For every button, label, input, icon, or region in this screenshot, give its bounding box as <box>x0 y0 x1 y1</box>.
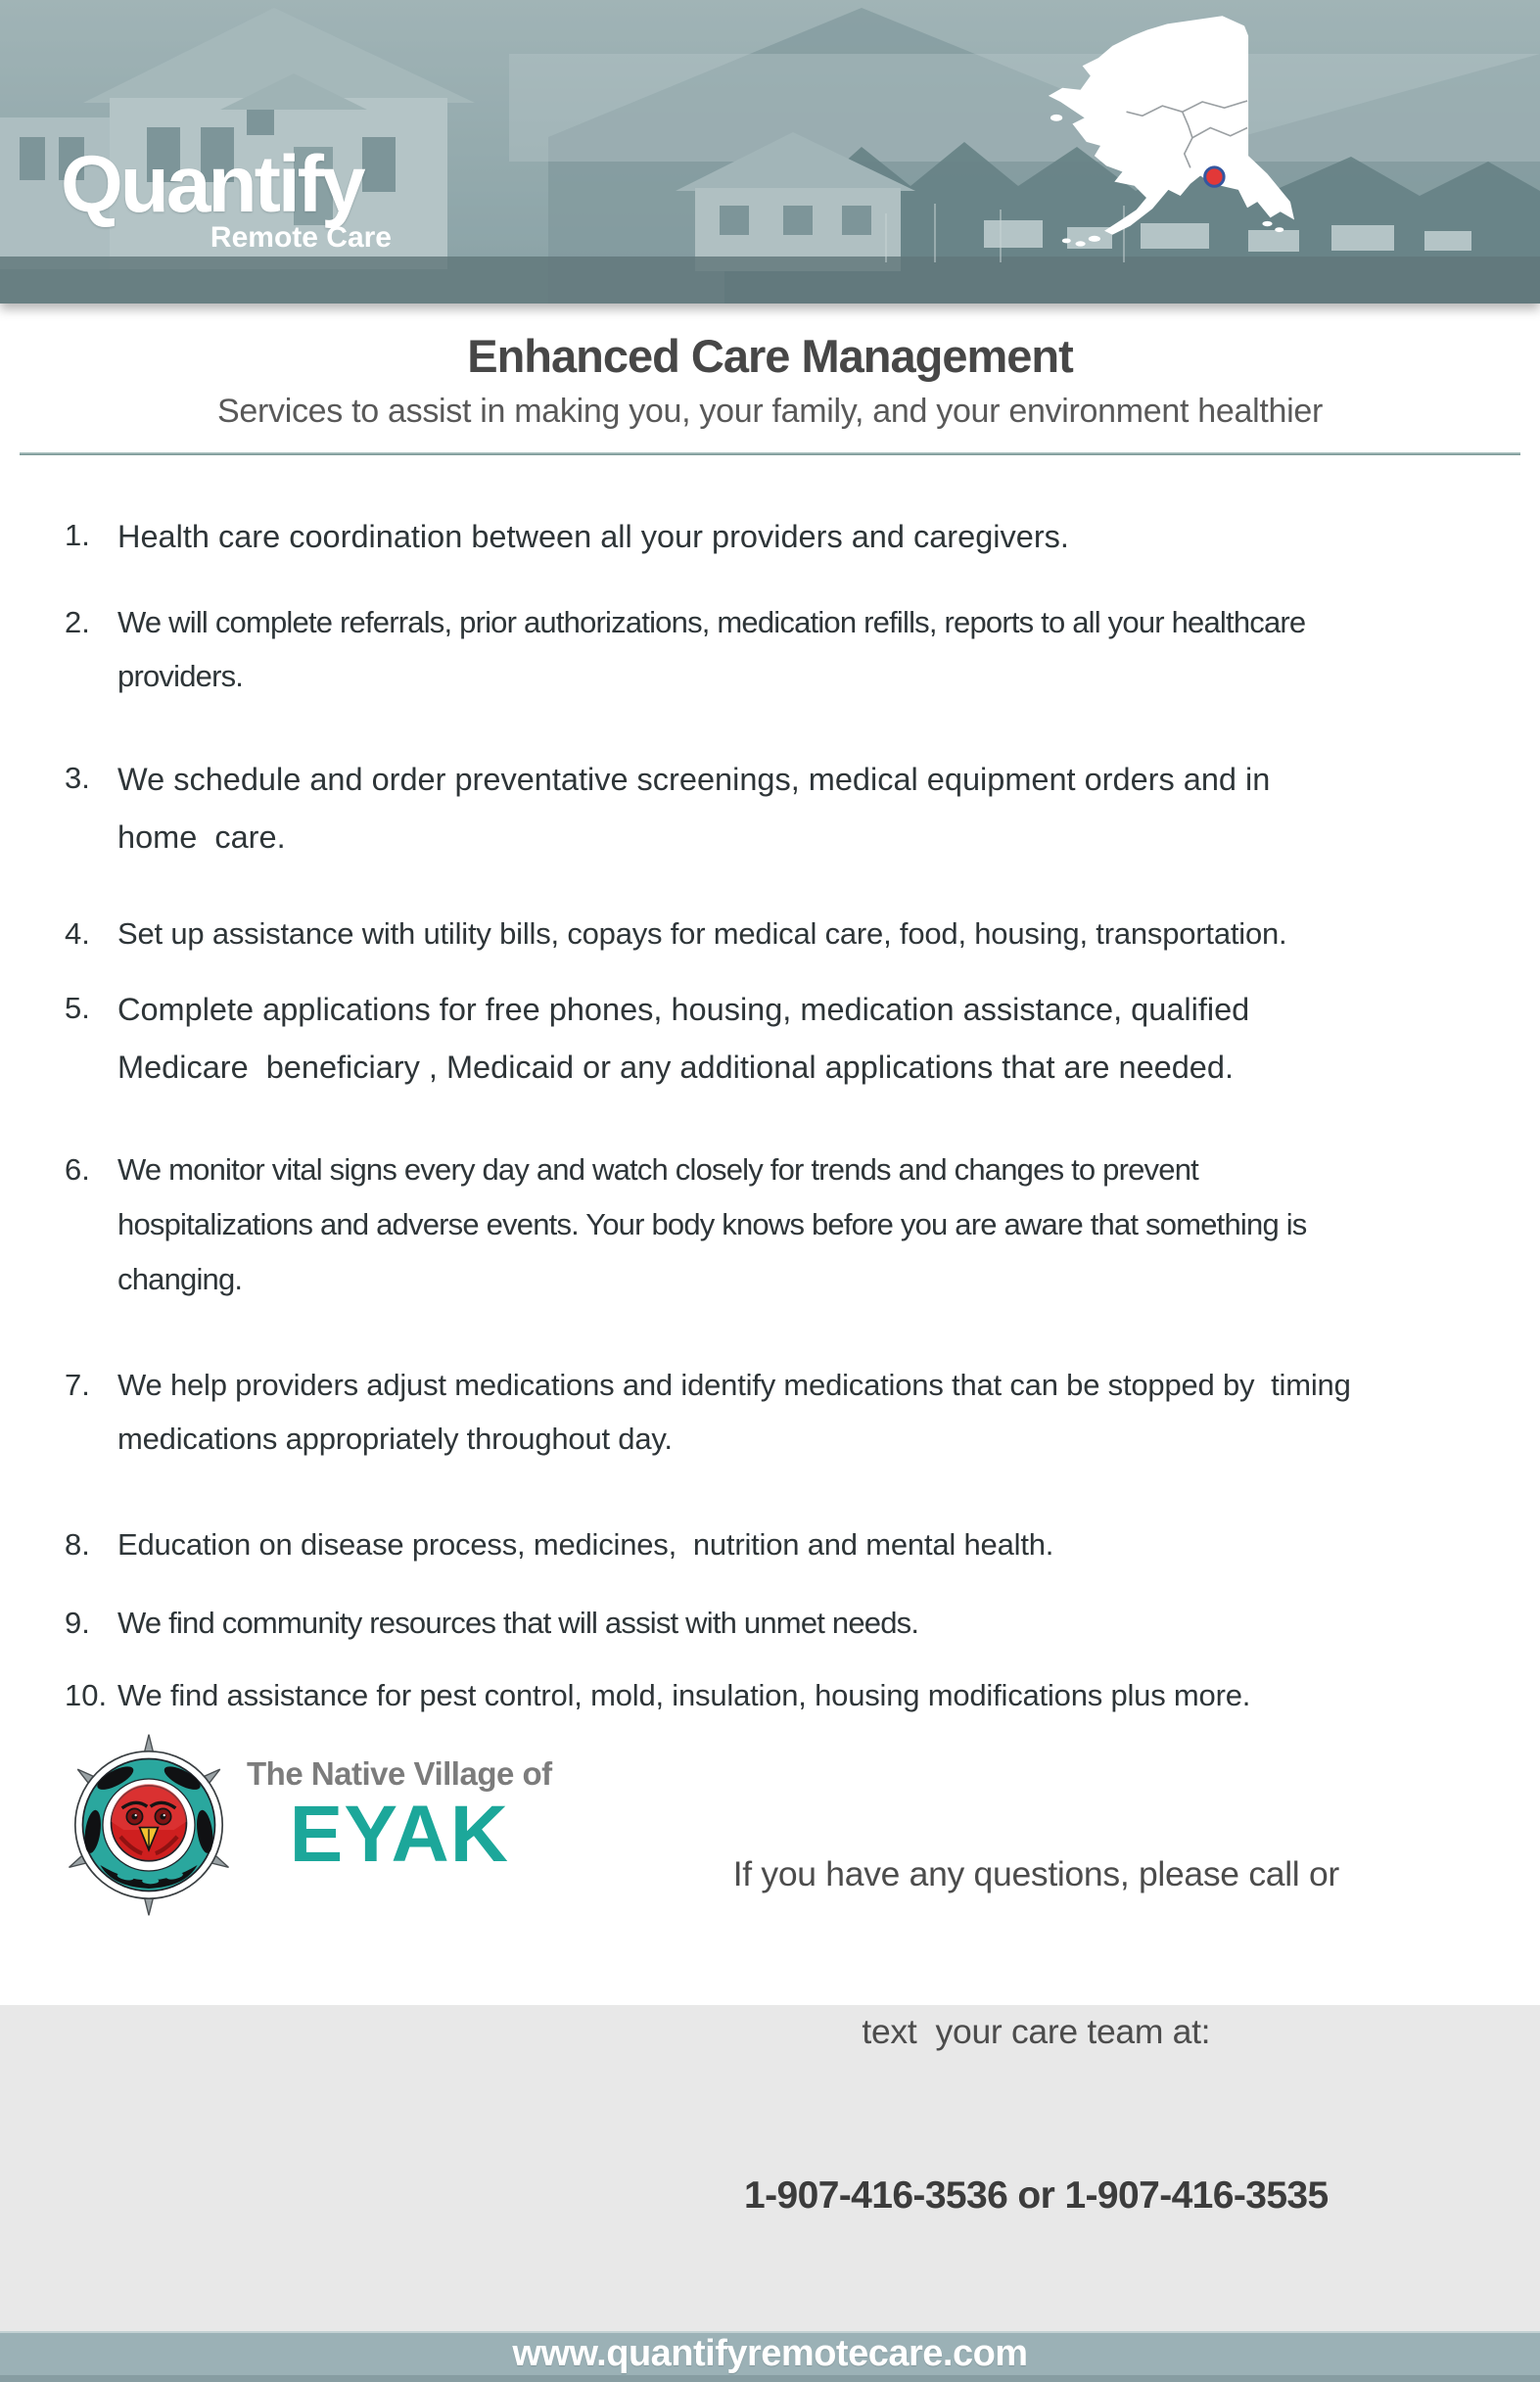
eyak-emblem-logo <box>57 1729 241 1921</box>
service-text: We monitor vital signs every day and watch closely for trends and changes to prevent hospitalizations and adverse events. Your body knows before you are aware that something is changing. <box>117 1152 1315 1296</box>
service-item-10 <box>65 1674 1481 1717</box>
alaska-landmass <box>1049 16 1294 235</box>
alaska-map-icon <box>1033 6 1312 246</box>
service-number: 7. <box>65 1367 90 1402</box>
service-text: Education on disease process, medicines, nutrition and mental health. <box>117 1527 1054 1563</box>
contact-block <box>552 1743 1481 2331</box>
header-banner <box>0 0 1540 304</box>
divider-line <box>20 452 1520 455</box>
service-item-8 <box>65 1518 1481 1572</box>
footer-bar <box>0 2331 1540 2382</box>
org-name: EYAK <box>289 1789 509 1879</box>
brand-tagline: Remote Care <box>210 221 392 254</box>
page-subtitle: Services to assist in making you, your family, and your environment healthier <box>216 393 1324 430</box>
service-number: 8. <box>65 1527 90 1563</box>
service-text: Set up assistance with utility bills, copays for medical care, food, housing, transportation. <box>117 916 1287 952</box>
service-item-2 <box>65 595 1481 705</box>
service-item-3 <box>65 751 1481 865</box>
service-item-4 <box>65 912 1481 956</box>
service-text: We help providers adjust medications and identify medications that can be stopped by timing medications appropriately throughout day. <box>117 1367 1360 1457</box>
page-title: Enhanced Care Management <box>467 330 1073 382</box>
service-item-6 <box>65 1143 1481 1306</box>
service-number: 6. <box>65 1152 90 1188</box>
service-item-5 <box>65 981 1481 1096</box>
service-number: 4. <box>65 916 90 952</box>
service-text: We find community resources that will assist with unmet needs. <box>117 1605 919 1640</box>
location-marker-dot <box>1205 167 1224 186</box>
service-text: We will complete referrals, prior authorizations, medication refills, reports to all your healthcare providers. <box>117 604 1314 694</box>
service-text: Complete applications for free phones, housing, medication assistance, qualified Medicare beneficiary , Medicaid or any additional applications that are needed. <box>117 992 1259 1085</box>
org-name-prefix: The Native Village of <box>247 1754 552 1792</box>
service-number: 3. <box>65 761 90 796</box>
service-item-1 <box>65 508 1481 566</box>
service-text: We find assistance for pest control, mold, insulation, housing modifications plus more. <box>117 1677 1251 1712</box>
service-number: 1. <box>65 518 90 552</box>
service-number: 2. <box>65 604 90 639</box>
service-text: Health care coordination between all your providers and caregivers. <box>117 519 1069 554</box>
brand-logo <box>61 140 425 255</box>
service-number: 9. <box>65 1605 90 1640</box>
bird-face <box>112 1784 187 1861</box>
service-number: 10. <box>65 1677 108 1712</box>
service-number: 5. <box>65 991 90 1026</box>
care-team-phone-numbers: 1-907-416-3536 or 1-907-416-3535 <box>744 2174 1329 2218</box>
service-item-9 <box>65 1596 1481 1651</box>
service-text: We schedule and order preventative screenings, medical equipment orders and in home care. <box>117 762 1280 855</box>
services-list <box>0 508 1540 1717</box>
title-section <box>0 304 1540 455</box>
website-url: www.quantifyremotecare.com <box>512 2332 1028 2374</box>
eyak-org-block <box>57 1729 552 1921</box>
brand-name: Quantify <box>61 140 363 229</box>
service-item-7 <box>65 1358 1481 1468</box>
contact-line-1: If you have any questions, please call or <box>732 1853 1339 1893</box>
org-name-block <box>247 1755 552 1877</box>
contact-line-2: text your care team at: <box>862 2012 1211 2052</box>
bottom-section <box>0 1723 1540 2331</box>
